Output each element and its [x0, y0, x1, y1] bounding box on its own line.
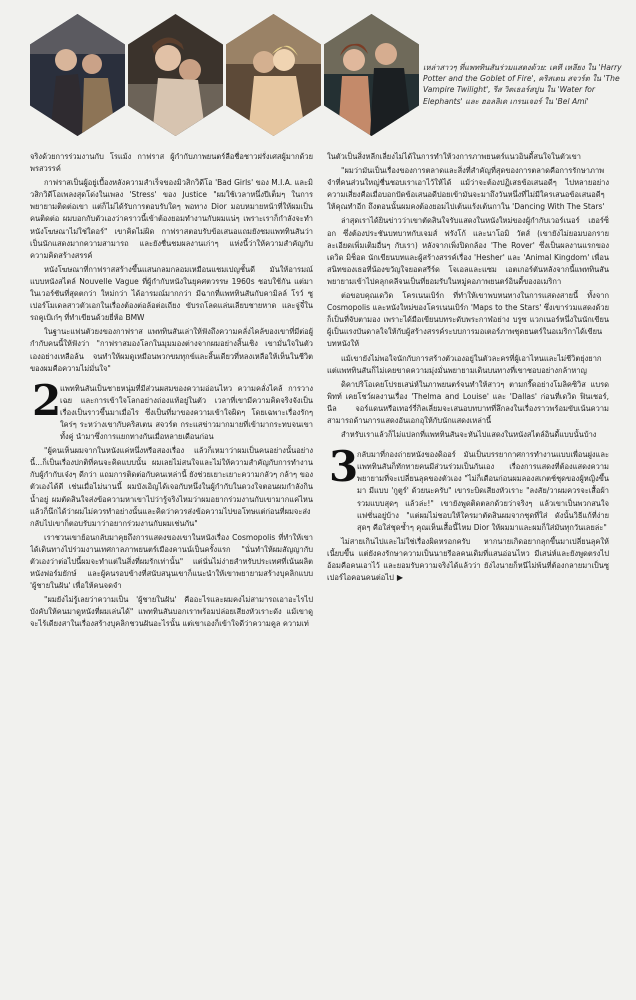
paragraph: แพททินสันเป็นชายหนุ่มที่มีส่วนผสมของความอ่อนไหว ความคลั่งไคล้ การวางเฉย และการเข้าใจโลกอย่างถ่องแท้อยู่ในตัว เวลาที่เขามีความคิดจริงจังเป็นเรื่องเป็นราวขึ้นมาเมื่อไร ซึ่งเป็นที่มาของความเข้าใจผิดๆ โดยเฉพาะเรื่องรักๆ ใคร่ๆ ระหว่างเขากับคริสเตน สจวร์ต กระแสข่าวมากมายที่เข้ามากระทบจนเขาทั้งคู่ นำมาซึ่งการแยกทางกันเมื่อหลายเดือนก่อน [60, 383, 313, 442]
paragraph: ดิคาปริโอเคยโปรยเสน่ห์ในภาพยนตร์จนทำให้สาวๆ ตามกรี๊ดอย่างโมลิคซิวิส แบรด พิทท์ เคยโชว์ผลงานเรื่อง 'Thelma and Louise' และ 'Dallas' ก่อนที่เดวิด ฟินเชอร์, นีล จอร์แดนหรือเทอร์รี่กิลเลี่ยมจะเสนอบทบาทที่ลึกลงในเรื่องราวพร้อมขับเน้นความสามารถด้านการแสดงอันเอกอุให้กับนักแสดงเหล่านี้ [327, 379, 609, 425]
paragraph: หนังโฆษณาที่กาฟราสสร้างขึ้นแสนกลมกลอมเหมือนแชมเปญชั้นดี มันให้อารมณ์แบบหนังสไตล์ Nouvelle Vague ที่ผู้กำกับหนังในยุคศตวรรษ 1960s ชอบใช้กัน แต่มาในเวอร์ชันที่สุดตกว่า ใหม่กว่า ได้อารมณ์มากกว่า มีฉากที่แพททินสันกับคามิลล์ โรว์ ซูเปอร์โมเดลสาวตัวเอกในเรื่องต้องต่อล้อต่อเถียง ขับรถโลดแล่นเลียบชายหาด และจู่จี๋ในรถคูเป้เก๋ๆ ที่ทำเขียนด้วยยี่ห้อ BMW [30, 264, 313, 323]
section-number: 3 [329, 442, 359, 492]
paragraph: กาฟราสเป็นผู้อยู่เบื้องหลังความสำเร็จของมิวสิกวิดีโอ 'Bad Girls' ของ M.I.A. และมิวสิกวิดีโอเพลงสุดโด่งในเพลง 'Stress' ของ Justice "ผมใช้เวลาหนึ่งปีเต็มๆ ในการพยายามติดต่อเขา แต่ก็ไม่ได้รับการตอบรับใดๆ พอทาง Dior มอบหมายหน้าที่ให้ผมเป็นคนติดต่อ ผมบอกกับตัวเองว่าคราวนี้เข้าต้องยอมทำงานกับผมแน่ๆ เพราะเราก็กำลังจะทำหนังโฆษณาไม่ใช่ใดอร์" เขาคิดไม่ผิด กาฟราสตอบรับข้อเสนอแถมยังชมแพททินสันว่าเป็นนักแสดงมากความสามารถ และยังชื่นชมผลงานเก่าๆ แห่งนี้ว่าให้ความสำคัญกับความคิดสร้างสรรค์ [30, 178, 313, 260]
closing-text: ไม่สายเกินไปและไม่ใช่เรื่องผิดหรอกครับ หากนายเกิดอยากลุกขึ้นมาเปลี่ยนลุคให้เนี้ยบขึ้น แต่ยังคงรักษาความเป็นนายรีอลคนเดิมที่แสนอ่อนไหว มีเสน่ห์และยังพูดตรงไปอ้อมคือคนเอาไว้ และยอมรับความจริงได้แล้วว่า ยังไงนายก็หนีไม่พ้นที่ต้องกลายมาเป็นซูเปอร์ไอคอนคนต่อไป [327, 536, 609, 583]
paragraph: ล่าสุดเราได้ยินข่าวว่าเขาตัดสินใจรับแสดงในหนังใหม่ของผู้กำกับเวอร์เนอร์ เฮอร์ซ็อก ซึ่งต้องประชันบทบาทกับเจมส์ ฟรังโก้ และนาโอมิ วัตส์ (เขายังไม่ยอมบอกรายละเอียดเพิ่มเติมอื่นๆ กับเรา) หลังจากเพิ่งปิดกล้อง 'The Rover' ซึ่งเป็นผลงานแรกของเดวิด มิช็อด นักเขียนบทและผู้สร้างสรรค์เรื่อง 'Hesher' และ 'Animal Kingdom' เพื่อนสนิทของเธอที่น้องขวัญใจยอดสรีร์ด โจเอลและแซม เอตเกอร์ตันหลังจากนี้แพททินสันพยายามเข้าไปคลุกคลีจนเป็นที่ยอมรับในหมู่คอภาพยนตร์อินดี้ของอเมริกา [327, 216, 609, 286]
photo-harry-potter-goblet-of-fire [30, 14, 125, 136]
paragraph: แม้เขายังไม่พอใจนักกับการสร้างตัวเองอยู่ในตัวละครที่ผู้เอาไหนและไม่ชีวิตยุ่งยาก แต่แพททินสันก็ไม่เคยขาดความมุ่งมั่นพยายามเดินบนทางที่เขาชอบอย่างกล้าหาญ [327, 353, 602, 375]
section-3 [327, 442, 609, 534]
paragraph: สำหรับเราแล้วก็ไม่แปลกที่แพททินสันจะหันไปแสดงในหนังสไตล์อินดี้แบบนั้นบ้าง [341, 430, 597, 440]
paragraph: เราชวนเขาย้อนกลับมาคุยถึงการแสดงของเขาในหนังเรื่อง Cosmopolis ที่ทำให้เขาได้เดินทางไปร่วมงานเทศกาลภาพยนตร์เมืองคานน์เป็นครั้งแรก "นั่นทำให้ผมสัญญากับตัวเองว่าต่อไปนี้ผมจะทำแต่ในสิ่งที่ผมรักเท่านั้น" แต่นั่นไม่ง่ายสำหรับประเทศที่เน้นผลิตหนังฟอร์มยักษ์ และผู้คนรอบข้างที่สนับสนุนเขาก็แนะนำให้เขาพยายามสร้างบุคลิกแบบ 'ผู้ชายในฝัน' เพื่อให้คนจดจำ [30, 532, 313, 591]
paragraph: ในตัวเป็นสิ่งหลีกเลี่ยงไม่ได้ในการทำให้วงการภาพยนตร์แนวอินดี้สนใจในตัวเขา [327, 152, 581, 161]
paragraph [327, 536, 609, 584]
section-2 [30, 375, 313, 443]
photo-water-for-elephants [226, 14, 321, 136]
article-column-right [327, 151, 609, 994]
paragraph: "ผมว่ามันเป็นเรื่องของการตลาดและสิ่งที่สำคัญที่สุดของการตลาดคือการรักษาภาพจำที่คนส่วนใหญ่ชื่นชอบเราเอาไว้ให้ได้ แม้ว่าจะต้องปฏิเสธข้อเสนอดีๆ ไปหลายอย่าง ความเสี่ยงคือเมื่อบอกปัดข้อเสนอดีปอยเข้ามันจะมาถึงวันหนึ่งที่ไม่มีใครเสนอข้อเสนอดีๆ ให้คุณทำอีก ถึงตอนนั้นผมคงต้องยอมไปเต้นแร้งเต้นกาใน 'Dancing With The Stars' [327, 166, 609, 212]
paragraph: จริงด้วยการร่วมงานกับ โรแม้ง กาฟราส ผู้กำกับภาพยนตร์ลือชื่อชาวฝรั่งเศสผู้มากด้วยพรสวรรค์ [30, 152, 313, 174]
paragraph: "ผมยังไม่รู้เลยว่าความเป็น 'ผู้ชายในฝัน' คืออะไรและผมคงไม่สามารถเอาอะไรไปบังคับให้คนมาดูหนังที่ผมเล่นได้" แพททินสันบอกเราพร้อมปล่อยเสียงหัวเราะดัง แม้เขาดูจะไร้เดียงสาในเรื่องสร้างบุคลิกชวนฝันอะไรนั้น แต่เขาเองก็เข้าใจดีว่าความคูล ความเท่ [30, 595, 313, 629]
photo-vampire-twilight [128, 14, 223, 136]
article-column-left [30, 151, 313, 994]
paragraph: กลับมาที่กองถ่ายหนังของดิออร์ มันเป็นบรรยากาศการทำงานแบบเพื่อนฝูงและแพททินสันก็ทักทายคนมีส่วนร่วมเป็นกันเอง เรื่องการแสดงที่ต้องแสดงความพยายามที่จะเปลี่ยนลุคของตัวเอง "ไม่ก็เดือนก่อนผมลองสเกตช์ชุดของผู้หญิงขึ้นมา มีแบบ 'กูตูร์' ด้วยนะครับ" เขาระบิดเสียงหัวเราะ "ลงสัย/วาผมควรจะเสื้อผ้ารวมแบบสุดๆ แล้วล่ะ!" เขายังพูดติดตลกด้วยว่าจริงๆ แล้วเขาเป็นพวกสนใจแฟชั่นอยู่บ้าง "แต่ผมไม่ชอบให้ใครมาตัดสินผมจากชุดที่ใส่ ดังนั้นวิธีแก้ที่ง่ายสุดๆ คือใส่ชุดซ้ำๆ คุณเห็นเสื้อนี้ไหม Dior ให้ผมมาและผมก็ใส่มันทุกวันเลยล่ะ" [357, 450, 609, 532]
paragraph: ต่อขอบคุณเดวิด โครเนนเบิร์ก ที่ทำให้เขาพบหนทางในการแสดงสายนี้ ทั้งจาก Cosmopolis และหนังใหม่ของโครเนนเบิร์ก 'Maps to the Stars' ซึ่งเขาร่วมแสดงด้วยก็เป็นที่จับตามอง เพราะได้มือเขียนบทระดับพระกาฬอย่าง บรูซ แวกเนอร์หนึ่งในนักเขียนผู้เป็นแรงบันดาลใจให้กับผู้สร้างสรรค์ระบบการมอเตอร์ภาพชุดยนตร์ในอเมริกาได้เขียนบทหนังให้ [327, 291, 609, 349]
photo-bel-ami [324, 14, 419, 136]
paragraph: ในฐานะแฟนตัวยงของกาฟราส แพททินสันเล่าให้ฟังถึงความคลั่งไคล้ของเขาที่มีต่อผู้กำกับคนนี้ให้ฟังว่า "กาฟราสมองโลกในมุมมองต่างจากผมอย่างสิ้นเชิง เขามั่นใจในตัวเองอย่างเหลือล้น จนทำให้ผมดูเหมือนพวกขมทุกข์และสิ้นเดียวที่หลงเหลือให้เห็นในชีวิตของผมคือความไม่มั่นใจ" [30, 327, 313, 373]
section-number: 2 [32, 375, 62, 425]
paragraph: "ผู้คนเห็นผมจากในหนังแค่หนึ่งหรือสองเรื่อง แล้วก็เหมาว่าผมเป็นคนอย่างนั้นอย่างนี้...ก็เป็นเรื่องปกติที่คนจะคิดแบบนั้น ผมเลยไม่สนใจและไม่ให้ความสำคัญกับการทำงานกับผู้กำกับเจ๋งๆ ดีกว่า แถมการติดต่อกับคนเหล่านี้ ยังช่วยเยาะเยาะความกลัวๆ กล้าๆ ของตัวเองได้ดี เช่นเมื่อไม่นานนี้ ผมบังเอิญได้เจอกับหนึ่งในผู้กำกับในดวงใจตอนผมกำลังกินน้ำอยู่ ผมตัดสินใจส่งข้อความหาเขาไปว่ารู้จริงไหมว่าผมอยากร่วมงานกับเขามากแค่ไหน แล้วก็นึกได้ว่าผมไม่ควรทำอย่างนั้นและคิดว่าควรส่งข้อความไปขอโทษแต่ก่อนที่ผมจะส่งกลับไปเขาก็ตอบรับมาว่าอยากร่วมงานกับผมเช่นกัน" [30, 446, 313, 528]
photo-strip [30, 14, 420, 154]
photo-caption: เหล่าสาวๆ ที่แพททินสันร่วมแสดงด้วย: เคที เหลียง ใน 'Harry Potter and the Goblet of Fire', คริสเตน สจวร์ต ใน 'The Vampire Twilight', รีส วิตเธอร์สปูน ใน 'Water for Elephants' และ ฮอลลิเด เกรนเจอร์ ใน 'Bel Ami' [423, 63, 622, 106]
continue-arrow-icon: ▶ [396, 573, 403, 583]
